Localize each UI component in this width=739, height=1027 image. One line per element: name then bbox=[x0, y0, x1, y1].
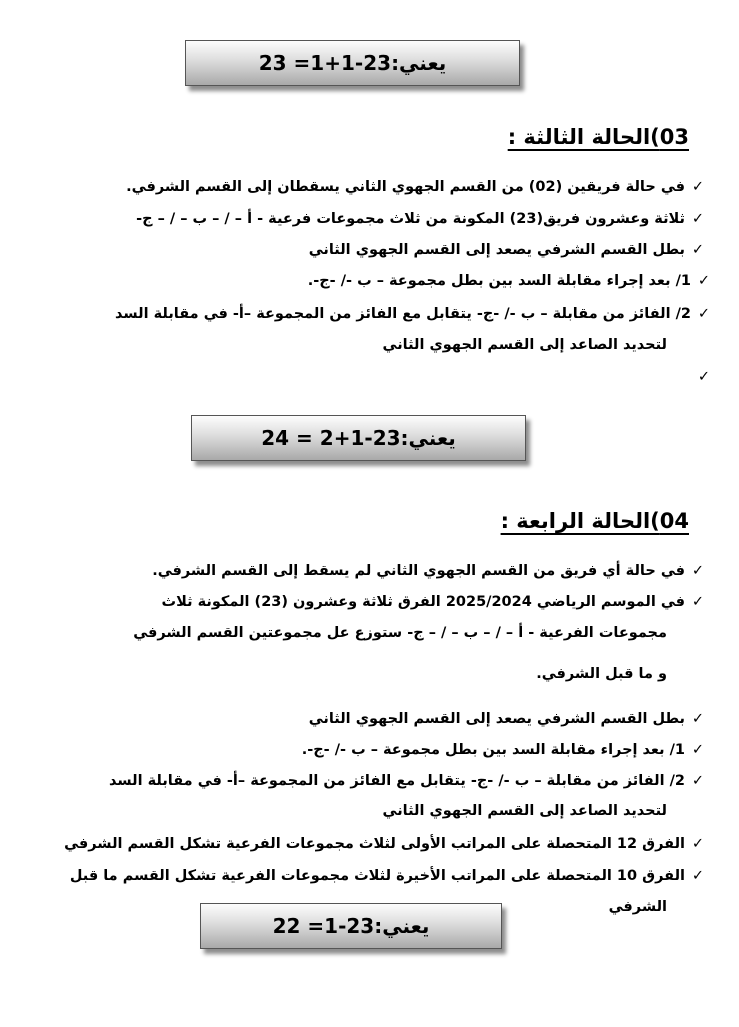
check-icon: ✓ bbox=[691, 836, 705, 852]
section-3-item-2: ✓ثلاثة وعشرون فريق(23) المكونة من ثلاث مجموعات فرعية - أ – / – ب – / – ج- bbox=[0, 210, 707, 228]
section-4-item-6: ✓الفرق 12 المتحصلة على المراتب الأولى لثلاث مجموعات الفرعية تشكل القسم الشرفي bbox=[0, 835, 707, 853]
section-3-item-4: ✓1/ بعد إجراء مقابلة السد بين بطل مجموعة – ب -/ -ج-. bbox=[3, 272, 713, 290]
result-box-1-text: يعني:23-1+1= 23 bbox=[258, 51, 447, 75]
result-box-3 bbox=[200, 903, 502, 949]
section-4-heading: 04)الحالة الرابعة : bbox=[500, 509, 689, 533]
check-icon: ✓ bbox=[691, 594, 705, 610]
section-4-item-3: ✓بطل القسم الشرفي يصعد إلى القسم الجهوي الثاني bbox=[0, 710, 707, 728]
check-icon: ✓ bbox=[697, 369, 711, 385]
section-4-item-7-continuation: الشرفي bbox=[608, 899, 667, 915]
result-box-3-text: يعني:23-1= 22 bbox=[272, 914, 430, 938]
section-3-item-3: ✓بطل القسم الشرفي يصعد إلى القسم الجهوي الثاني bbox=[0, 241, 707, 259]
check-icon: ✓ bbox=[691, 563, 705, 579]
check-icon: ✓ bbox=[691, 179, 705, 195]
section-4-item-7: ✓الفرق 10 المتحصلة على المراتب الأخيرة لثلاث مجموعات الفرعية تشكل القسم ما قبل bbox=[0, 867, 707, 885]
section-4-item-1: ✓في حالة أي فريق من القسم الجهوي الثاني لم يسقط إلى القسم الشرفي. bbox=[0, 562, 707, 580]
check-icon: ✓ bbox=[691, 242, 705, 258]
section-3-item-5: ✓2/ الفائز من مقابلة – ب -/ -ج- يتقابل مع الفائز من المجموعة –أ- في مقابلة السد bbox=[3, 305, 713, 323]
section-4-item-5: ✓2/ الفائز من مقابلة – ب -/ -ج- يتقابل مع الفائز من المجموعة –أ- في مقابلة السد bbox=[0, 772, 707, 790]
check-icon: ✓ bbox=[697, 306, 711, 322]
section-4-item-5-continuation: لتحديد الصاعد إلى القسم الجهوي الثاني bbox=[382, 803, 667, 819]
section-4-item-2-continuation-2: و ما قبل الشرفي. bbox=[536, 666, 667, 682]
check-icon: ✓ bbox=[691, 211, 705, 227]
check-icon: ✓ bbox=[691, 711, 705, 727]
section-4-item-2: ✓في الموسم الرياضي 2025/2024 الفرق ثلاثة وعشرون (23) المكونة ثلاث bbox=[0, 593, 707, 611]
check-icon: ✓ bbox=[691, 742, 705, 758]
check-icon: ✓ bbox=[691, 868, 705, 884]
section-3-item-5-continuation: لتحديد الصاعد إلى القسم الجهوي الثاني bbox=[382, 337, 667, 353]
section-3-heading: 03)الحالة الثالثة : bbox=[507, 125, 689, 149]
result-box-1 bbox=[185, 40, 520, 86]
section-3-item-1: ✓في حالة فريقين (02) من القسم الجهوي الثاني يسقطان إلى القسم الشرفي. bbox=[0, 178, 707, 196]
section-3-item-empty bbox=[3, 368, 713, 386]
result-box-2-text: يعني:23-1+2 = 24 bbox=[261, 426, 456, 450]
check-icon: ✓ bbox=[691, 773, 705, 789]
section-4-item-4: ✓1/ بعد إجراء مقابلة السد بين بطل مجموعة – ب -/ -ج-. bbox=[0, 741, 707, 759]
result-box-2 bbox=[191, 415, 526, 461]
section-4-item-2-continuation-1: مجموعات الفرعية - أ – / – ب – / – ج- ستوزع عل مجموعتين القسم الشرفي bbox=[133, 625, 667, 641]
check-icon: ✓ bbox=[697, 273, 711, 289]
